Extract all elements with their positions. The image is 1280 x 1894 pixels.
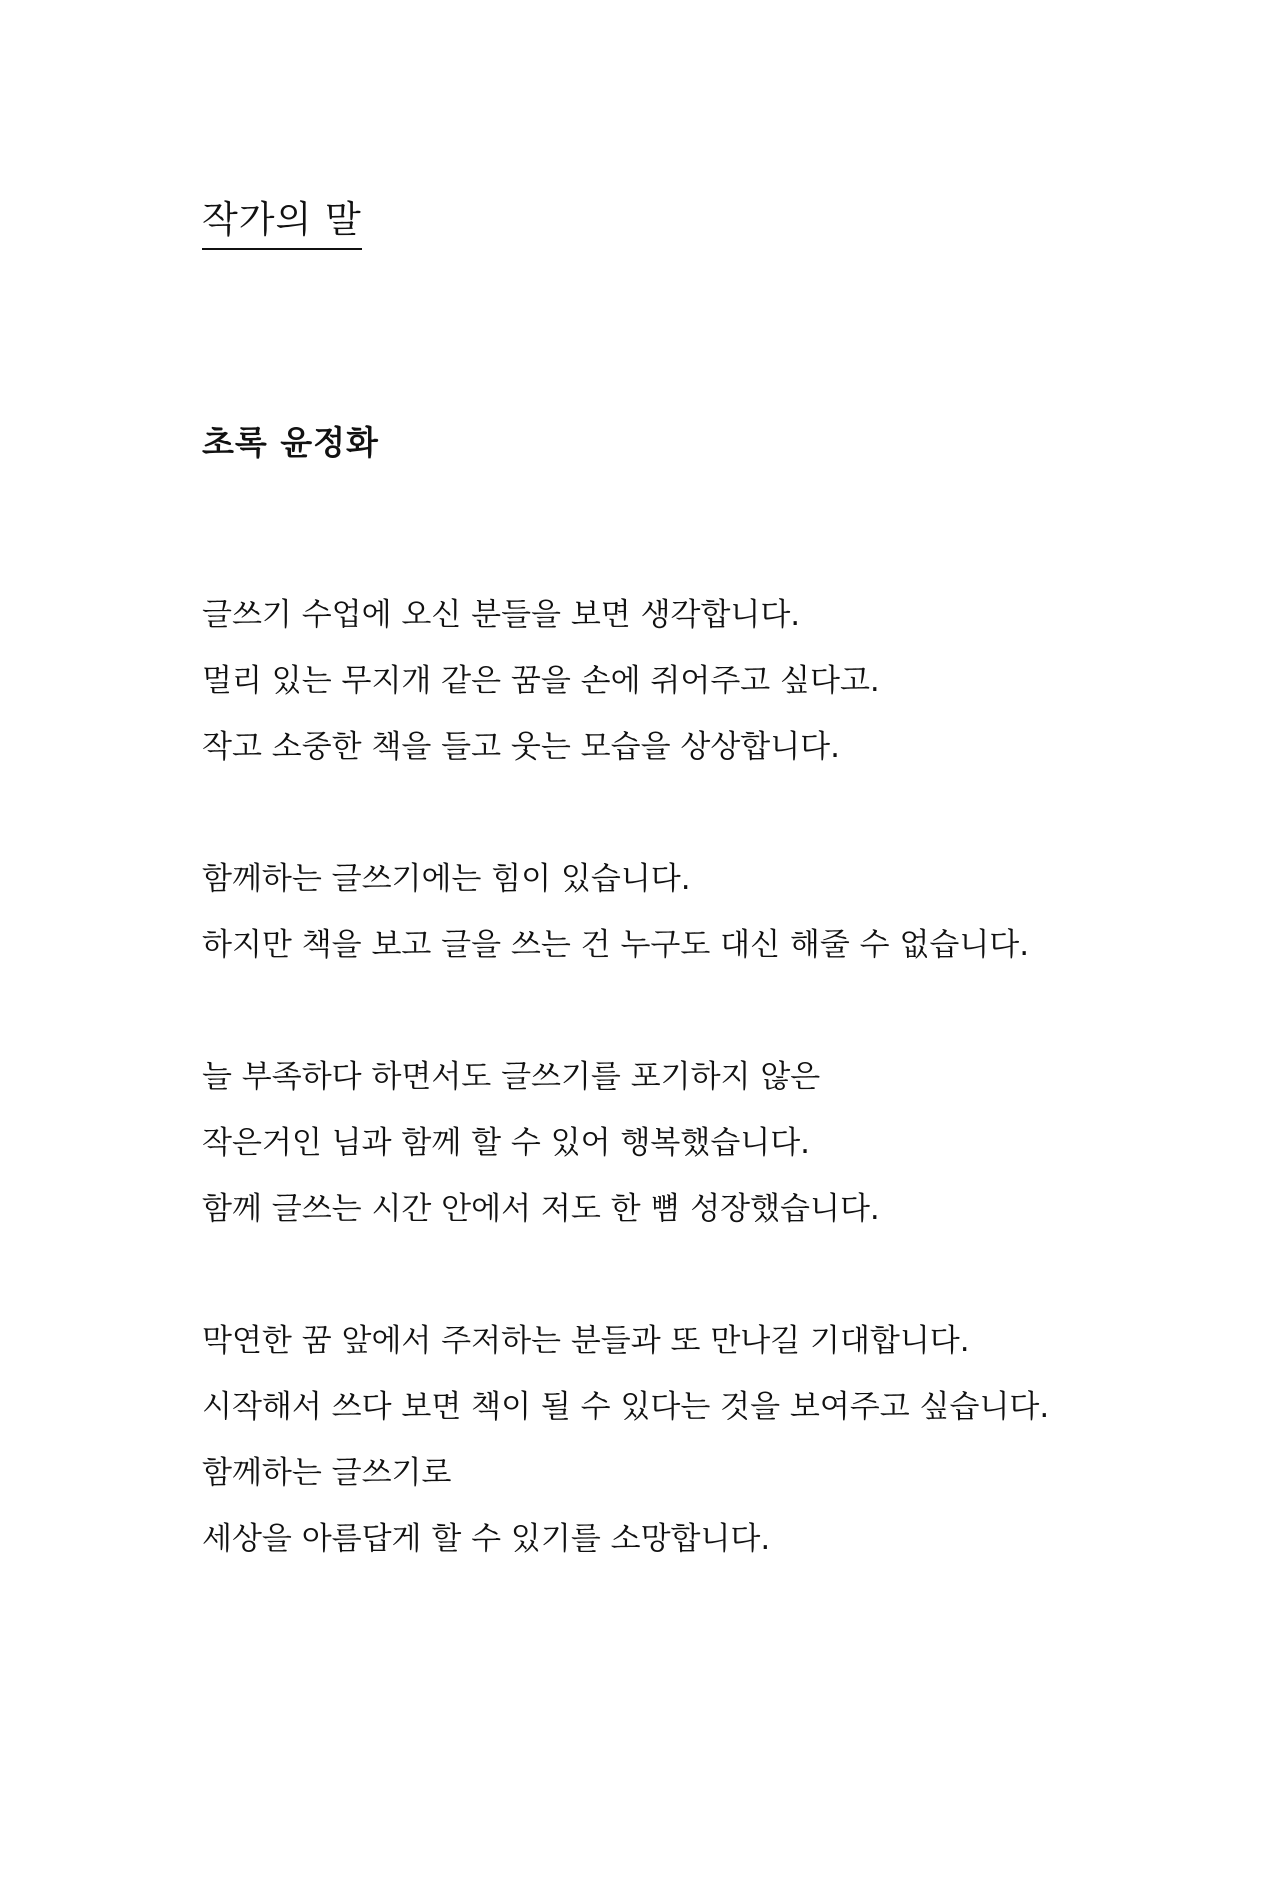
- text-line: 작은거인 님과 함께 할 수 있어 행복했습니다.: [202, 1125, 811, 1161]
- text-line: 글쓰기 수업에 오신 분들을 보면 생각합니다.: [202, 597, 801, 633]
- text-line: 세상을 아름답게 할 수 있기를 소망합니다.: [202, 1521, 771, 1557]
- section-title: 작가의 말: [202, 196, 362, 250]
- author-name: 초록 윤정화: [202, 423, 379, 462]
- stanza: [202, 1044, 1202, 1242]
- stanza: [202, 582, 1202, 780]
- stanza: [202, 1308, 1202, 1572]
- text-line: 함께 글쓰는 시간 안에서 저도 한 뼘 성장했습니다.: [202, 1191, 880, 1227]
- text-line: 함께하는 글쓰기에는 힘이 있습니다.: [202, 861, 691, 897]
- essay-body: [202, 582, 1202, 1638]
- stanza: [202, 846, 1202, 978]
- text-line: 막연한 꿈 앞에서 주저하는 분들과 또 만나길 기대합니다.: [202, 1323, 970, 1359]
- text-line: 멀리 있는 무지개 같은 꿈을 손에 쥐어주고 싶다고.: [202, 663, 880, 699]
- text-line: 하지만 책을 보고 글을 쓰는 건 누구도 대신 해줄 수 없습니다.: [202, 927, 1030, 963]
- text-line: 늘 부족하다 하면서도 글쓰기를 포기하지 않은: [202, 1059, 821, 1095]
- text-line: 시작해서 쓰다 보면 책이 될 수 있다는 것을 보여주고 싶습니다.: [202, 1389, 1050, 1425]
- text-line: 작고 소중한 책을 들고 웃는 모습을 상상합니다.: [202, 729, 840, 765]
- text-line: 함께하는 글쓰기로: [202, 1455, 452, 1491]
